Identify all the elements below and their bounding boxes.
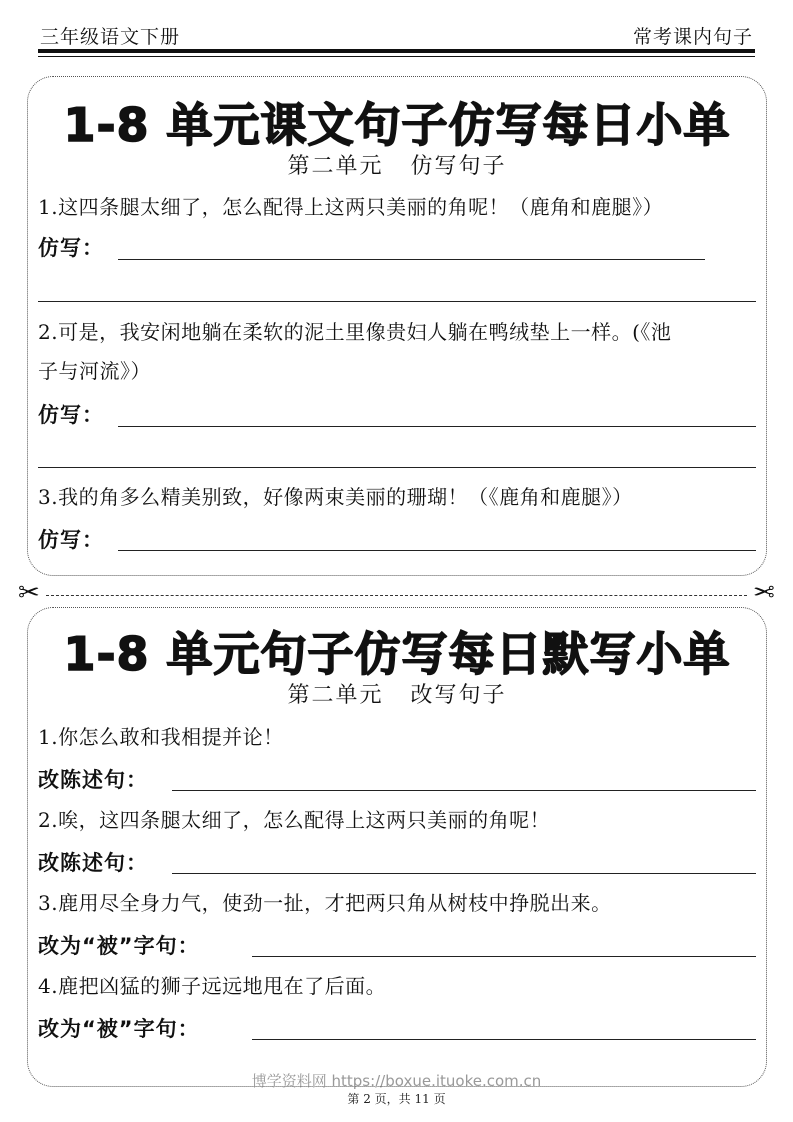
rewrite-2-label: 改陈述句： bbox=[38, 851, 148, 875]
dashed-divider bbox=[46, 595, 747, 596]
question-1-text: 1.这四条腿太细了，怎么配得上这两只美丽的角呢！（鹿角和鹿腿》） bbox=[38, 195, 664, 219]
section2-subtitle: 第二单元 改写句子 bbox=[287, 683, 507, 708]
rewrite-2-text: 2.唉，这四条腿太细了，怎么配得上这两只美丽的角呢！ bbox=[38, 808, 551, 832]
question-2-text-line2: 子与河流》） bbox=[38, 359, 151, 383]
answer-line-2b[interactable] bbox=[38, 467, 756, 468]
question-3-text: 3.我的角多么精美别致，好像两束美丽的珊瑚！（《鹿角和鹿腿》） bbox=[38, 485, 633, 509]
answer-line-r3[interactable] bbox=[252, 956, 756, 957]
header-left-text: 三年级语文下册 bbox=[40, 26, 181, 48]
section1-subtitle: 第二单元 仿写句子 bbox=[287, 154, 507, 179]
rewrite-4-text: 4.鹿把凶猛的狮子远远地甩在了后面。 bbox=[38, 974, 387, 998]
watermark-text: 博学资料网 https://boxue.ituoke.com.cn bbox=[251, 1072, 542, 1090]
question-2-label: 仿写： bbox=[38, 403, 104, 427]
answer-line-1b[interactable] bbox=[38, 301, 756, 302]
answer-line-r4[interactable] bbox=[252, 1039, 756, 1040]
section2-title: 1-8 单元句子仿写每日默写小单 bbox=[63, 627, 731, 681]
header-rule-thin bbox=[38, 56, 755, 57]
cut-line bbox=[18, 578, 775, 608]
answer-line-1a[interactable] bbox=[118, 259, 705, 260]
rewrite-1-text: 1.你怎么敢和我相提并论！ bbox=[38, 725, 284, 749]
header-right-text: 常考课内句子 bbox=[632, 26, 753, 48]
scissors-icon: ✂ bbox=[753, 578, 775, 608]
rewrite-3-label: 改为“被”字句： bbox=[38, 934, 200, 958]
page-number: 第 2 页，共 11 页 bbox=[347, 1092, 446, 1106]
section1-title: 1-8 单元课文句子仿写每日小单 bbox=[63, 98, 731, 152]
question-2-text-line1: 2.可是，我安闲地躺在柔软的泥土里像贵妇人躺在鸭绒垫上一样。(《池 bbox=[38, 320, 672, 344]
question-3-label: 仿写： bbox=[38, 528, 104, 552]
answer-line-2a[interactable] bbox=[118, 426, 756, 427]
scissors-icon: ✂ bbox=[18, 578, 40, 608]
rewrite-1-label: 改陈述句： bbox=[38, 768, 148, 792]
question-1-label: 仿写： bbox=[38, 236, 104, 260]
page-header bbox=[38, 18, 755, 52]
rewrite-4-label: 改为“被”字句： bbox=[38, 1017, 200, 1041]
rewrite-3-text: 3.鹿用尽全身力气，使劲一扯，才把两只角从树枝中挣脱出来。 bbox=[38, 891, 612, 915]
answer-line-r1[interactable] bbox=[172, 790, 756, 791]
answer-line-r2[interactable] bbox=[172, 873, 756, 874]
answer-line-3[interactable] bbox=[118, 550, 756, 551]
header-rule-thick bbox=[38, 49, 755, 53]
